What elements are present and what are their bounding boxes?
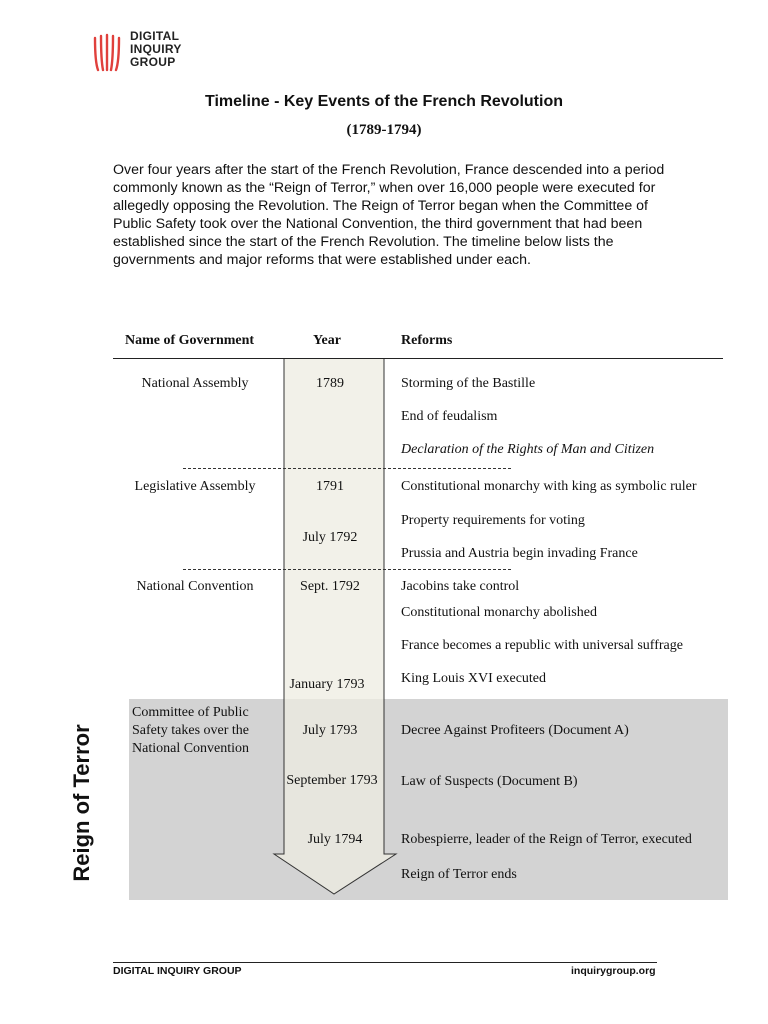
timeline-arrow-icon <box>272 358 398 896</box>
reform-item: End of feudalism <box>401 409 498 424</box>
logo-line-2: INQUIRY <box>130 42 182 56</box>
year-cell: January 1793 <box>289 677 365 692</box>
footer-org-name: DIGITAL INQUIRY GROUP <box>113 965 242 977</box>
reform-item: Constitutional monarchy with king as symbolic ruler <box>401 479 697 494</box>
year-cell: 1789 <box>316 376 344 391</box>
government-national-assembly: National Assembly <box>141 376 249 391</box>
section-divider <box>183 468 511 469</box>
reform-item: France becomes a republic with universal suffrage <box>401 638 683 653</box>
header-divider <box>113 358 723 359</box>
footer-divider <box>113 962 657 963</box>
header-government: Name of Government <box>125 333 255 348</box>
page-subtitle: (1789-1794) <box>346 122 422 138</box>
logo <box>92 28 212 84</box>
logo-text <box>130 30 182 69</box>
government-legislative-assembly: Legislative Assembly <box>134 479 256 494</box>
header-reforms: Reforms <box>401 333 453 348</box>
reform-item: Constitutional monarchy abolished <box>401 605 597 620</box>
reform-item: Declaration of the Rights of Man and Citizen <box>401 442 655 457</box>
government-committee-of-public-safety: Committee of Public Safety takes over the National Convention <box>132 705 250 756</box>
reform-item: Property requirements for voting <box>401 513 585 528</box>
government-national-convention: National Convention <box>136 579 254 594</box>
intro-paragraph: Over four years after the start of the French Revolution, France descended into a period commonly known as the “Reign of Terror,” when over 16,000 people were executed for allegedly opposing the Revolution. The Reign of Terror began when the Committee of Public Safety took over the National Convention, the third government that had been established since the start of the French Revolution. The timeline below lists the governments and major reforms that were established under each. <box>113 162 665 268</box>
year-cell: July 1792 <box>302 530 358 545</box>
reform-item: Reign of Terror ends <box>401 867 517 882</box>
reform-item: Storming of the Bastille <box>401 376 536 391</box>
year-cell: September 1793 <box>286 773 378 788</box>
reign-of-terror-label: Reign of Terror <box>69 724 94 882</box>
year-cell: July 1794 <box>307 832 363 847</box>
footer-website-link[interactable]: inquirygroup.org <box>571 965 656 977</box>
logo-mark-icon <box>92 32 124 72</box>
page-title: Timeline - Key Events of the French Revolution <box>205 93 563 110</box>
logo-line-1: DIGITAL <box>130 29 180 43</box>
year-cell: July 1793 <box>302 723 358 738</box>
section-divider <box>183 569 511 570</box>
reform-item: Law of Suspects (Document B) <box>401 774 578 789</box>
reform-item: Prussia and Austria begin invading France <box>401 546 638 561</box>
header-year: Year <box>313 333 341 348</box>
reform-item: King Louis XVI executed <box>401 671 547 686</box>
reform-item: Robespierre, leader of the Reign of Terror, executed <box>401 832 692 847</box>
reform-item: Jacobins take control <box>401 579 520 594</box>
reform-item: Decree Against Profiteers (Document A) <box>401 723 629 738</box>
logo-line-3: GROUP <box>130 55 176 69</box>
year-cell: Sept. 1792 <box>300 579 360 594</box>
year-cell: 1791 <box>316 479 344 494</box>
